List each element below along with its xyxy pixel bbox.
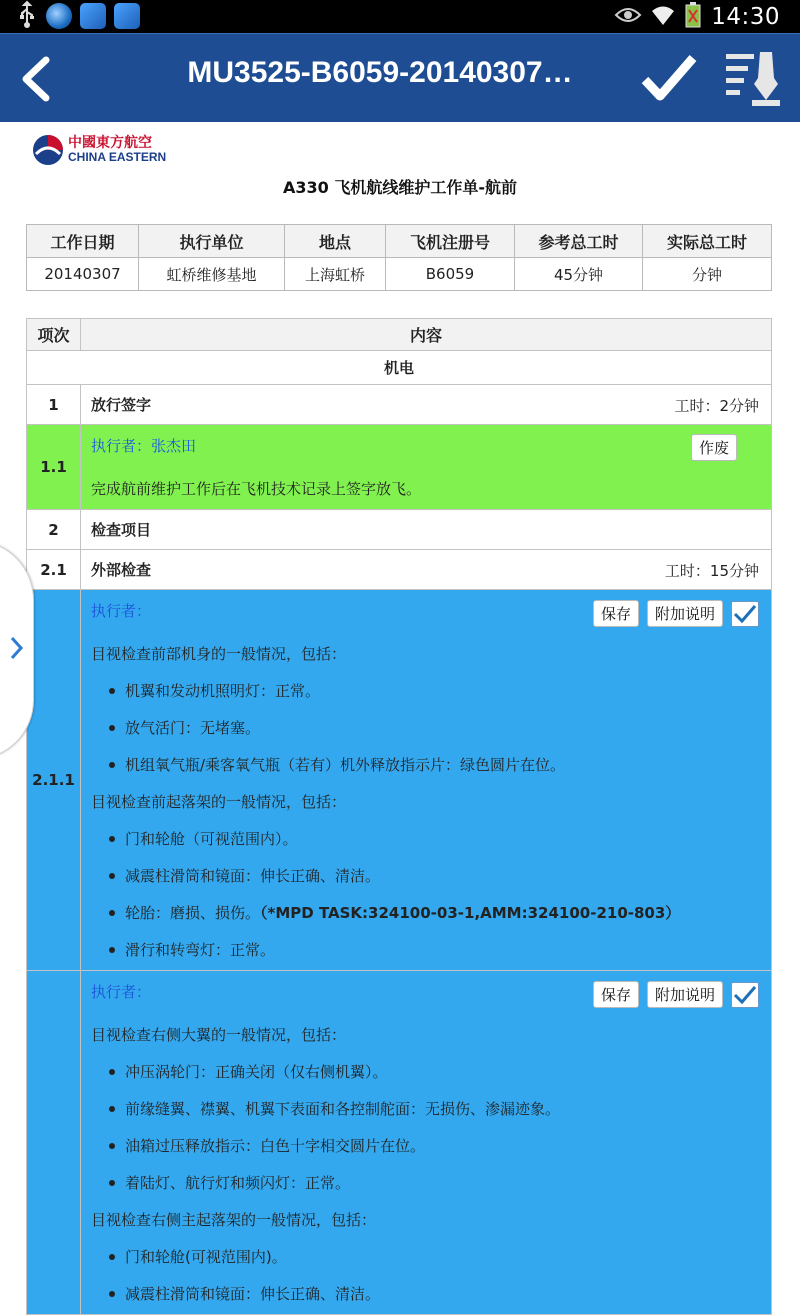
check-list (109, 680, 761, 775)
task-paragraph: 目视检查右侧主起落架的一般情况，包括： (91, 1211, 377, 1229)
item-title: 外部检查 (91, 561, 152, 579)
void-button[interactable]: 作废 (691, 434, 737, 461)
task-paragraph: 目视检查右侧大翼的一般情况，包括： (91, 1026, 347, 1044)
summary-header: 地点 (285, 225, 386, 258)
document-title: A330 飞机航线维护工作单-航前 (283, 178, 517, 197)
item-num: 2 (27, 510, 81, 550)
summary-header: 实际总工时 (643, 225, 772, 258)
action-bar (0, 33, 800, 122)
item-num: 2.1.1 (27, 590, 81, 971)
page-title: MU3525-B6059-20140307… (187, 56, 573, 89)
checkmark-icon (733, 984, 757, 1006)
summary-table (26, 224, 772, 291)
worktime: 工时：2分钟 (674, 397, 759, 415)
check-list-item: 轮胎：磨损、损伤。（*MPD TASK:324100-03-1,AMM:324100-210-803） (109, 902, 761, 923)
add-note-button[interactable]: 附加说明 (647, 600, 723, 627)
china-eastern-logo: 中國東方航空 CHINA EASTERN (32, 134, 166, 166)
task-cell (81, 590, 772, 971)
check-list-item: 冲压涡轮门：正确关闭（仅右侧机翼）。 (109, 1061, 761, 1082)
notification-icons (16, 3, 140, 29)
task-paragraph: 目视检查前部机身的一般情况，包括： (91, 645, 347, 663)
summary-header: 参考总工时 (515, 225, 643, 258)
check-list-item: 减震柱滑筒和镜面：伸长正确、清洁。 (109, 865, 761, 886)
column-header-content: 内容 (81, 319, 772, 351)
task-cell (81, 425, 772, 510)
summary-header: 工作日期 (27, 225, 139, 258)
task-table (26, 318, 772, 1315)
check-list (109, 1061, 761, 1193)
item-title: 放行签字 (91, 396, 152, 414)
drawer-arrow-icon (9, 635, 25, 665)
item-num (27, 971, 81, 1315)
summary-value: 20140307 (27, 258, 139, 291)
check-list-item: 机组氧气瓶/乘客氧气瓶（若有）机外释放指示片：绿色圆片在位。 (109, 754, 761, 775)
app-icon (46, 3, 72, 29)
item-num: 2.1 (27, 550, 81, 590)
app-icon (80, 3, 106, 29)
eye-icon (615, 5, 641, 29)
checkmark-icon (733, 603, 757, 625)
executor-label: 执行者：张杰田 (91, 437, 197, 455)
check-list-item: 门和轮舱（可视范围内）。 (109, 828, 761, 849)
item-title-cell (81, 385, 772, 425)
item-title-cell (81, 550, 772, 590)
check-list-item: 油箱过压释放指示：白色十字相交圆片在位。 (109, 1135, 761, 1156)
back-icon[interactable] (14, 54, 60, 104)
summary-value: 虹桥维修基地 (139, 258, 285, 291)
check-list-item: 前缘缝翼、襟翼、机翼下表面和各控制舵面：无损伤、渗漏迹象。 (109, 1098, 761, 1119)
item-num: 1.1 (27, 425, 81, 510)
worktime: 工时：15分钟 (664, 562, 759, 580)
save-button[interactable]: 保存 (593, 981, 639, 1008)
summary-header: 执行单位 (139, 225, 285, 258)
check-list-item: 滑行和转弯灯：正常。 (109, 939, 761, 960)
wifi-icon (651, 3, 675, 31)
column-header-num: 项次 (27, 319, 81, 351)
logo-icon (32, 134, 64, 166)
battery-icon (685, 2, 701, 32)
clock: 14:30 (711, 4, 780, 30)
task-cell (81, 971, 772, 1315)
section-title: 机电 (27, 351, 772, 385)
done-checkbox[interactable] (731, 601, 759, 627)
item-num: 1 (27, 385, 81, 425)
executor-label: 执行者： (91, 602, 152, 620)
done-checkbox[interactable] (731, 982, 759, 1008)
check-list-item: 门和轮舱(可视范围内)。 (109, 1246, 761, 1267)
mpd-reference: （*MPD TASK:324100-03-1,AMM:324100-210-803） (260, 904, 681, 922)
work-order-document (0, 122, 800, 1303)
item-title: 检查项目 (81, 510, 772, 550)
summary-value: B6059 (386, 258, 515, 291)
check-list-item: 减震柱滑筒和镜面：伸长正确、清洁。 (109, 1283, 761, 1304)
check-list-item: 着陆灯、航行灯和频闪灯：正常。 (109, 1172, 761, 1193)
status-bar (0, 0, 800, 33)
check-list-item: 机翼和发动机照明灯：正常。 (109, 680, 761, 701)
usb-icon (16, 3, 38, 29)
summary-value: 分钟 (643, 258, 772, 291)
save-button[interactable]: 保存 (593, 600, 639, 627)
check-list (109, 828, 761, 960)
add-note-button[interactable]: 附加说明 (647, 981, 723, 1008)
app-icon (114, 3, 140, 29)
check-list (109, 1246, 761, 1304)
check-list-item: 放气活门：无堵塞。 (109, 717, 761, 738)
check-icon[interactable] (640, 50, 698, 106)
sign-icon[interactable] (722, 48, 780, 108)
summary-value: 上海虹桥 (285, 258, 386, 291)
executor-label: 执行者： (91, 983, 152, 1001)
summary-header: 飞机注册号 (386, 225, 515, 258)
task-text: 完成航前维护工作后在飞机技术记录上签字放飞。 (91, 480, 422, 498)
summary-value: 45分钟 (515, 258, 643, 291)
task-paragraph: 目视检查前起落架的一般情况，包括： (91, 793, 347, 811)
